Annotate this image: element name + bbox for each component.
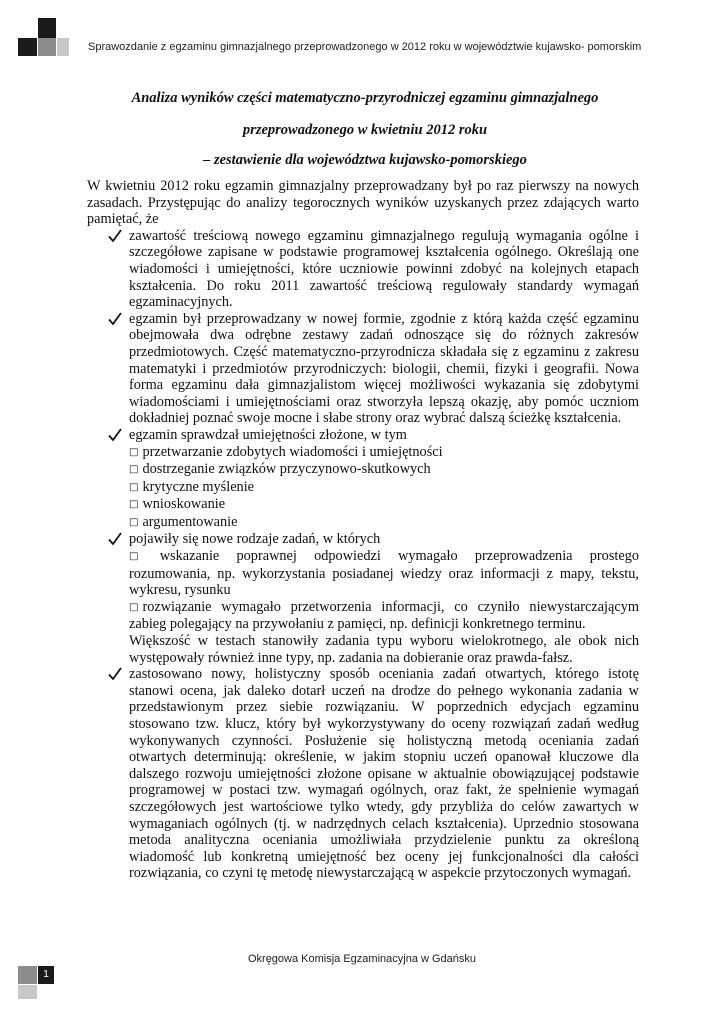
list-item-text: egzamin był przeprowadzany w nowej formie, zgodnie z którą każda część egzaminu obejmowała dwa odrębne zestawy zadań odnoszące się do różnych zakresów przedmiotowych. Część matematyczno-przyrodnicza składała się z egzaminu z zakresu matematyki i przedmiotów przyrodniczych: biologii, chemii, fizyki i geografii. Nowa forma egzaminu dała gimnazjalistom więcej możliwości wykazania się zdobytymi wiadomościami i umiejętnościami oraz stworzyła lepszą okazję, aby pomóc uczniom dokładniej poznać swoje mocne i słabe strony oraz wybrać dalszą ścieżkę kształcenia. bbox=[129, 310, 639, 427]
list-item-text: pojawiły się nowe rodzaje zadań, w których bbox=[129, 531, 381, 548]
list-item bbox=[87, 666, 639, 882]
document-body bbox=[87, 178, 639, 882]
box-glyph-icon: □ bbox=[129, 601, 139, 613]
check-icon bbox=[107, 666, 123, 682]
box-glyph-icon: □ bbox=[129, 481, 139, 493]
check-icon bbox=[107, 427, 123, 443]
list-item-text: egzamin sprawdzał umiejętności złożone, w tym bbox=[129, 426, 407, 443]
intro-paragraph: W kwietniu 2012 roku egzamin gimnazjalny przeprowadzany był po raz pierwszy na nowych zasadach. Przystępując do analizy tegorocznych wyników uzyskanych przez zdających warto pamiętać, że bbox=[87, 178, 639, 228]
sub-item: □ argumentowanie bbox=[129, 513, 238, 530]
document-title-line2: przeprowadzonego w kwietniu 2012 roku bbox=[242, 122, 488, 138]
footer-logo-square bbox=[18, 966, 37, 984]
check-icon bbox=[107, 531, 123, 547]
list-item bbox=[87, 311, 639, 427]
sub-item: □ krytyczne myślenie bbox=[129, 478, 255, 495]
list-item bbox=[87, 531, 639, 666]
box-glyph-icon: □ bbox=[129, 446, 139, 458]
box-glyph-icon: □ bbox=[129, 464, 139, 476]
header-title: Sprawozdanie z egzaminu gimnazjalnego przeprowadzonego w 2012 roku w województwie kujawsko- pomorskim bbox=[88, 41, 642, 53]
list-item-text: zawartość treściową nowego egzaminu gimnazjalnego regulują wymagania ogólne i szczegółowe zapisane w podstawie programowej kształcenia ogólnego. Określają one wiadomości i umiejętności, które uczniowie powinni zdobyć na kolejnych etapach kształcenia. Do roku 2011 zawartość treściową regulowały standardy wymagań egzaminacyjnych. bbox=[129, 227, 639, 311]
sub-item-note: Większość w testach stanowiły zadania typu wyboru wielokrotnego, ale obok nich występowały również inne typy, np. zadania na dobieranie oraz prawda-fałsz. bbox=[129, 633, 639, 666]
document-title-line1: Analiza wyników części matematyczno-przyrodniczej egzaminu gimnazjalnego bbox=[131, 90, 599, 106]
sub-item: □ rozwiązanie wymagało przetworzenia informacji, co czyniło niewystarczającym zabieg polegający na przywołaniu z pamięci, np. definicji konkretnego terminu. bbox=[129, 598, 639, 633]
list-item bbox=[87, 228, 639, 311]
sub-item: □ dostrzeganie związków przyczynowo-skutkowych bbox=[129, 461, 431, 478]
page-number: 1 bbox=[38, 966, 54, 984]
list-item-text: zastosowano nowy, holistyczny sposób oceniania zadań otwartych, którego istotę stanowi ocena, jak daleko dotarł uczeń na drodze do pełnego wykonania zadania w przedstawionym przez siebie rozwiązaniu. W poprzednich edycjach egzaminu stosowano tzw. klucz, który był wykorzystywany do oceny rozwiązań zadań według wykonywanych czynności. Posłużenie się holistyczną metodą oceniania zadań otwartych determinują: określenie, w jakim stopniu uczeń opanował kluczowe dla dalszego rozwoju umiejętności złożone opisane w aktualnie obowiązującej podstawie programowej w postaci tzw. wymagań ogólnych, oraz fakt, że spełnienie wymagań szczegółowych jest wartościowe tylko wtedy, gdy przybliża do celów zawartych w wymaganiach ogólnych (tj. w nadrzędnych celach kształcenia). Uprzednio stosowana metoda analityczna oceniania umożliwiała przydzielenie punktu za określoną wiadomość lub konkretną umiejętność bez oceny jej funkcjonalności dla całości rozwiązania, co czyni tę metodę niewystarczającą w aspekcie przytoczonych wymagań. bbox=[129, 666, 639, 882]
box-glyph-icon: □ bbox=[129, 551, 139, 563]
box-glyph-icon: □ bbox=[129, 516, 139, 528]
check-icon bbox=[107, 228, 123, 244]
sub-item: □ przetwarzanie zdobytych wiadomości i umiejętności bbox=[129, 443, 443, 460]
document-title-line3: – zestawienie dla województwa kujawsko-pomorskiego bbox=[203, 152, 527, 168]
footer-institution: Okręgowa Komisja Egzaminacyjna w Gdańsku bbox=[247, 953, 477, 965]
check-icon bbox=[107, 311, 123, 327]
list-item bbox=[87, 427, 639, 532]
box-glyph-icon: □ bbox=[129, 499, 139, 511]
sub-item: □ wskazanie poprawnej odpowiedzi wymagało przeprowadzenia prostego rozumowania, np. wykorzystania posiadanej wiedzy oraz informacji z mapy, tekstu, wykresu, rysunku bbox=[129, 548, 639, 599]
sub-item: □ wnioskowanie bbox=[129, 496, 226, 513]
footer-logo-square bbox=[18, 985, 37, 999]
